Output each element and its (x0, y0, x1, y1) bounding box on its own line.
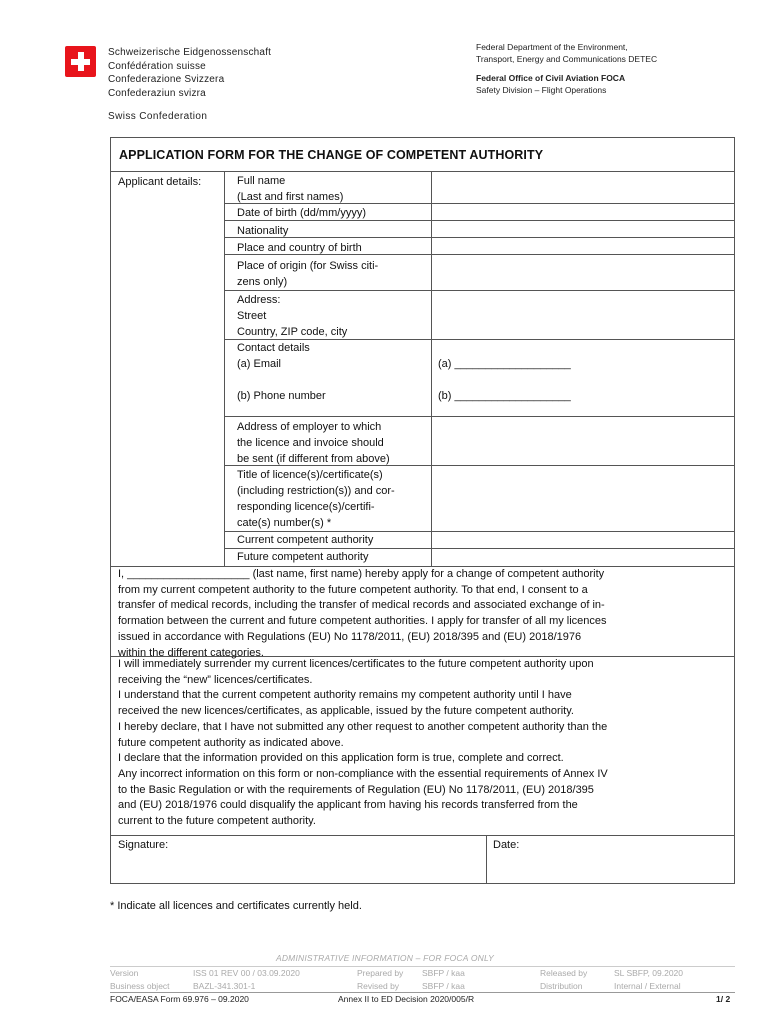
prepared-by-value: SBFP / kaa (422, 968, 465, 978)
revised-by-value: SBFP / kaa (422, 981, 465, 991)
divider (224, 290, 734, 291)
place-of-origin-label: Place of origin (for Swiss citi- zens only) (237, 260, 379, 288)
annex-reference: Annex II to ED Decision 2020/005/R (338, 994, 475, 1004)
footnote: * Indicate all licences and certificates currently held. (110, 900, 362, 912)
department-name: Federal Department of the Environment, Transport, Energy and Communications DETEC (476, 42, 658, 64)
divider (224, 416, 734, 417)
email-field[interactable]: (a) ___________________ (438, 358, 571, 370)
divider (224, 237, 734, 238)
phone-label: (b) Phone number (237, 390, 326, 402)
contact-details-label: Contact details (a) Email (237, 342, 310, 370)
address-label: Address: Street Country, ZIP code, city (237, 294, 348, 338)
page-number: 1/ 2 (716, 994, 731, 1004)
confederation-names: Schweizerische Eidgenossenschaft Confédération suisse Confederazione Svizzera Confederaziun svizra (108, 47, 272, 99)
current-authority-label: Current competent authority (237, 534, 374, 546)
divider (111, 171, 734, 172)
divider (224, 171, 225, 566)
version-label: Version (110, 968, 139, 978)
swiss-confederation-label: Swiss Confederation (108, 111, 208, 122)
date-label: Date: (493, 839, 520, 851)
divider (431, 171, 432, 566)
office-name: Federal Office of Civil Aviation FOCA Safety Division – Flight Operations (476, 73, 626, 95)
business-object-value: BAZL-341.301-1 (193, 981, 256, 991)
swiss-cross-logo-icon (65, 46, 96, 77)
released-by-label: Released by (540, 968, 588, 978)
admin-info-title: ADMINISTRATIVE INFORMATION – FOR FOCA ONLY (275, 953, 495, 963)
distribution-label: Distribution (540, 981, 583, 991)
declaration-statements: I will immediately surrender my current licences/certificates to the future competent authority upon receiving the “new” licences/certificates. I understand that the current competent authority remains my competent authority until I have received the new licences/certificates, as applicable, issued by the future competent authority. I hereby declare, that I have not submitted any other request to another competent authority than the future competent authority as indicated above. I declare that the information provided on this application form is true, complete and correct. Any incorrect information on this form or non-compliance with the essential requirements of Annex IV to the Basic Regulation or with the requirements of Regulation (EU) No 1178/2011, (EU) 2018/395 and (EU) 2018/1976 could disqualify the applicant from having his records transferred from the current to the future competent authority. (118, 658, 608, 828)
signature-label: Signature: (118, 839, 169, 851)
released-by-value: SL SBFP, 09.2020 (614, 968, 683, 978)
phone-field[interactable]: (b) ___________________ (438, 390, 571, 402)
future-authority-label: Future competent authority (237, 551, 369, 563)
divider (111, 835, 734, 836)
employer-address-label: Address of employer to which the licence and invoice should be sent (if different from above) (237, 421, 390, 465)
full-name-label: Full name (Last and first names) (237, 175, 344, 203)
declaration-consent: I, ____________________ (last name, first name) hereby apply for a change of competent authority from my current competent authority to the future competent authority. To that end, I consent to a transfer of medical records, including the transfer of medical records and associated exchange of in- formation between the current and future competent authorities. I apply for transfer of all my licences issued in accordance with Regulations (EU) No 1178/2011, (EU) 2018/395 and (EU) 2018/1976 within the different categories. (118, 568, 607, 659)
divider (110, 992, 735, 993)
version-value: ISS 01 REV 00 / 03.09.2020 (193, 968, 300, 978)
nationality-label: Nationality (237, 225, 289, 237)
revised-by-label: Revised by (357, 981, 400, 991)
business-object-label: Business object (110, 981, 170, 991)
applicant-details-label: Applicant details: (118, 176, 202, 188)
form-title: APPLICATION FORM FOR THE CHANGE OF COMPETENT AUTHORITY (119, 148, 544, 162)
distribution-value: Internal / External (614, 981, 681, 991)
licence-title-label: Title of licence(s)/certificate(s) (including restriction(s)) and cor- responding licence(s)/certifi- cate(s) number(s) * (237, 469, 395, 529)
divider (110, 966, 735, 967)
application-form (110, 137, 735, 884)
place-of-birth-label: Place and country of birth (237, 242, 362, 254)
date-of-birth-label: Date of birth (dd/mm/yyyy) (237, 207, 366, 219)
prepared-by-label: Prepared by (357, 968, 404, 978)
divider (486, 835, 487, 883)
form-id: FOCA/EASA Form 69.976 – 09.2020 (110, 994, 249, 1004)
